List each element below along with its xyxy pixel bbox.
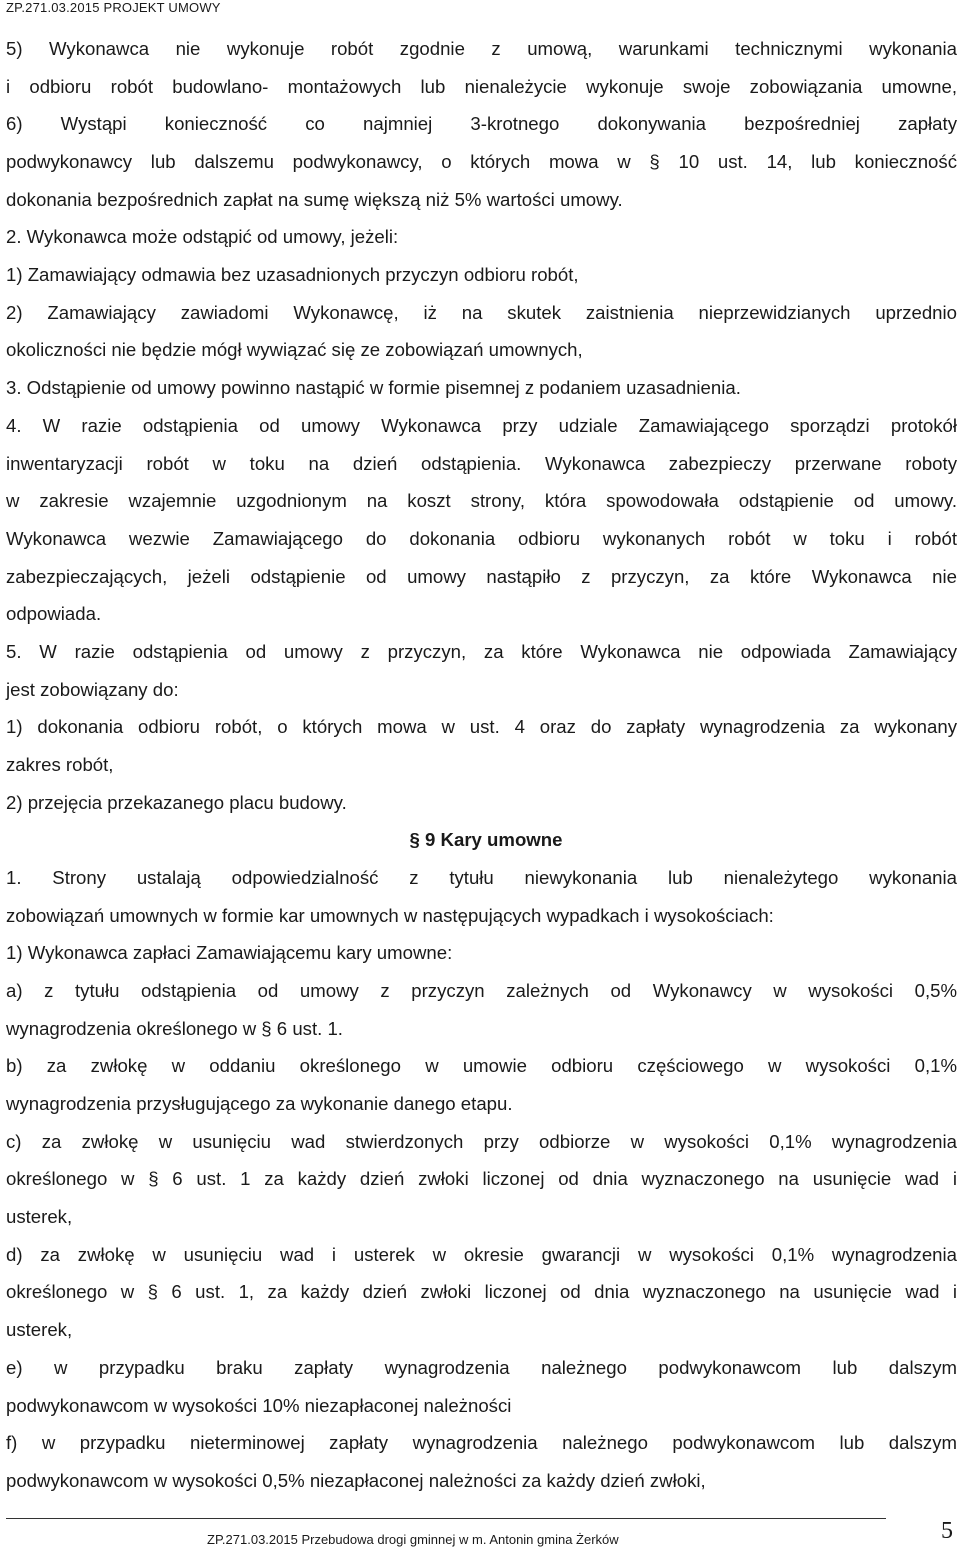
footer-divider: [6, 1518, 886, 1519]
text-line: jest zobowiązany do:: [6, 678, 179, 700]
text-line: usterek,: [6, 1319, 73, 1341]
text-line: odpowiada.: [6, 603, 102, 625]
text-line: a) z tytułu odstąpienia od umowy z przyczyn zależnych od Wykonawcy w wysokości 0,5%: [6, 980, 957, 1001]
text-line: f) w przypadku nieterminowej zapłaty wynagrodzenia należnego podwykonawcom lub dalszym: [6, 1432, 957, 1454]
text-line: w zakresie wzajemnie uzgodnionym na koszt strony, która spowodowała odstąpienie od umowy.: [6, 490, 957, 512]
text-line: 1) dokonania odbioru robót, o których mowa w ust. 4 oraz do zapłaty wynagrodzenia za wykonany: [6, 716, 957, 738]
text-line: wynagrodzenia określonego w § 6 ust. 1.: [6, 1017, 343, 1039]
text-line: dokonania bezpośrednich zapłat na sumę większą niż 5% wartości umowy.: [6, 188, 623, 210]
text-line: c) za zwłokę w usunięciu wad stwierdzonych przy odbiorze w wysokości 0,1% wynagrodzenia: [6, 1130, 957, 1152]
text-line: 3. Odstąpienie od umowy powinno nastąpić w formie pisemnej z podaniem uzasadnienia.: [6, 377, 741, 399]
text-line: 2) Zamawiający zawiadomi Wykonawcę, iż na skutek zaistnienia nieprzewidzianych uprzednio: [6, 301, 957, 323]
text-line: Wykonawca wezwie Zamawiającego do dokonania odbioru wykonanych robót w toku i robót: [6, 527, 957, 549]
text-line: 1) Wykonawca zapłaci Zamawiającemu kary umowne:: [6, 942, 453, 964]
page-number: 5: [941, 1518, 953, 1544]
text-line: 1. Strony ustalają odpowiedzialność z tytułu niewykonania lub nienależytego wykonania: [6, 867, 957, 888]
text-line: podwykonawcom w wysokości 0,5% niezapłaconej należności za każdy dzień zwłoki,: [6, 1469, 706, 1491]
text-line: zabezpieczających, jeżeli odstąpienie od umowy nastąpiło z przyczyn, za które Wykonawca nie: [6, 565, 957, 587]
section-heading: § 9 Kary umowne: [409, 829, 563, 851]
text-line: b) za zwłokę w oddaniu określonego w umowie odbioru częściowego w wysokości 0,1%: [6, 1055, 957, 1077]
text-line: 5. W razie odstąpienia od umowy z przyczyn, za które Wykonawca nie odpowiada Zamawiający: [6, 640, 957, 662]
document-footer: ZP.271.03.2015 Przebudowa drogi gminnej w m. Antonin gmina Żerków: [207, 1532, 619, 1547]
text-line: d) za zwłokę w usunięciu wad i usterek w okresie gwarancji w wysokości 0,1% wynagrodzenia: [6, 1243, 957, 1265]
text-line: usterek,: [6, 1206, 73, 1228]
text-line: 5) Wykonawca nie wykonuje robót zgodnie z umową, warunkami technicznymi wykonania: [6, 38, 957, 59]
text-line: e) w przypadku braku zapłaty wynagrodzenia należnego podwykonawcom lub dalszym: [6, 1356, 957, 1378]
text-line: podwykonawcy lub dalszemu podwykonawcy, o których mowa w § 10 ust. 14, lub konieczność: [6, 151, 957, 172]
text-line: wynagrodzenia przysługującego za wykonanie danego etapu.: [6, 1093, 513, 1114]
text-line: 6) Wystąpi konieczność co najmniej 3-krotnego dokonywania bezpośredniej zapłaty: [6, 113, 957, 135]
text-line: 2. Wykonawca może odstąpić od umowy, jeżeli:: [6, 226, 399, 248]
text-line: 2) przejęcia przekazanego placu budowy.: [6, 791, 347, 813]
text-line: 4. W razie odstąpienia od umowy Wykonawca przy udziale Zamawiającego sporządzi protokół: [6, 414, 957, 436]
document-header: ZP.271.03.2015 PROJEKT UMOWY: [6, 0, 221, 15]
text-line: i odbioru robót budowlano- montażowych lub nienależycie wykonuje swoje zobowiązania umowne,: [6, 75, 957, 97]
text-line: okoliczności nie będzie mógł wywiązać się ze zobowiązań umownych,: [6, 339, 583, 361]
text-line: inwentaryzacji robót w toku na dzień odstąpienia. Wykonawca zabezpieczy przerwane roboty: [6, 452, 957, 474]
text-line: określonego w § 6 ust. 1, za każdy dzień zwłoki liczonej od dnia wyznaczonego na usunięcie wad i: [6, 1281, 957, 1303]
text-line: określonego w § 6 ust. 1 za każdy dzień zwłoki liczonej od dnia wyznaczonego na usunięcie wad i: [6, 1168, 957, 1190]
text-line: 1) Zamawiający odmawia bez uzasadnionych przyczyn odbioru robót,: [6, 264, 579, 286]
text-line: zobowiązań umownych w formie kar umownych w następujących wypadkach i wysokościach:: [6, 904, 774, 926]
text-line: zakres robót,: [6, 753, 114, 775]
text-line: podwykonawcom w wysokości 10% niezapłaconej należności: [6, 1394, 512, 1416]
